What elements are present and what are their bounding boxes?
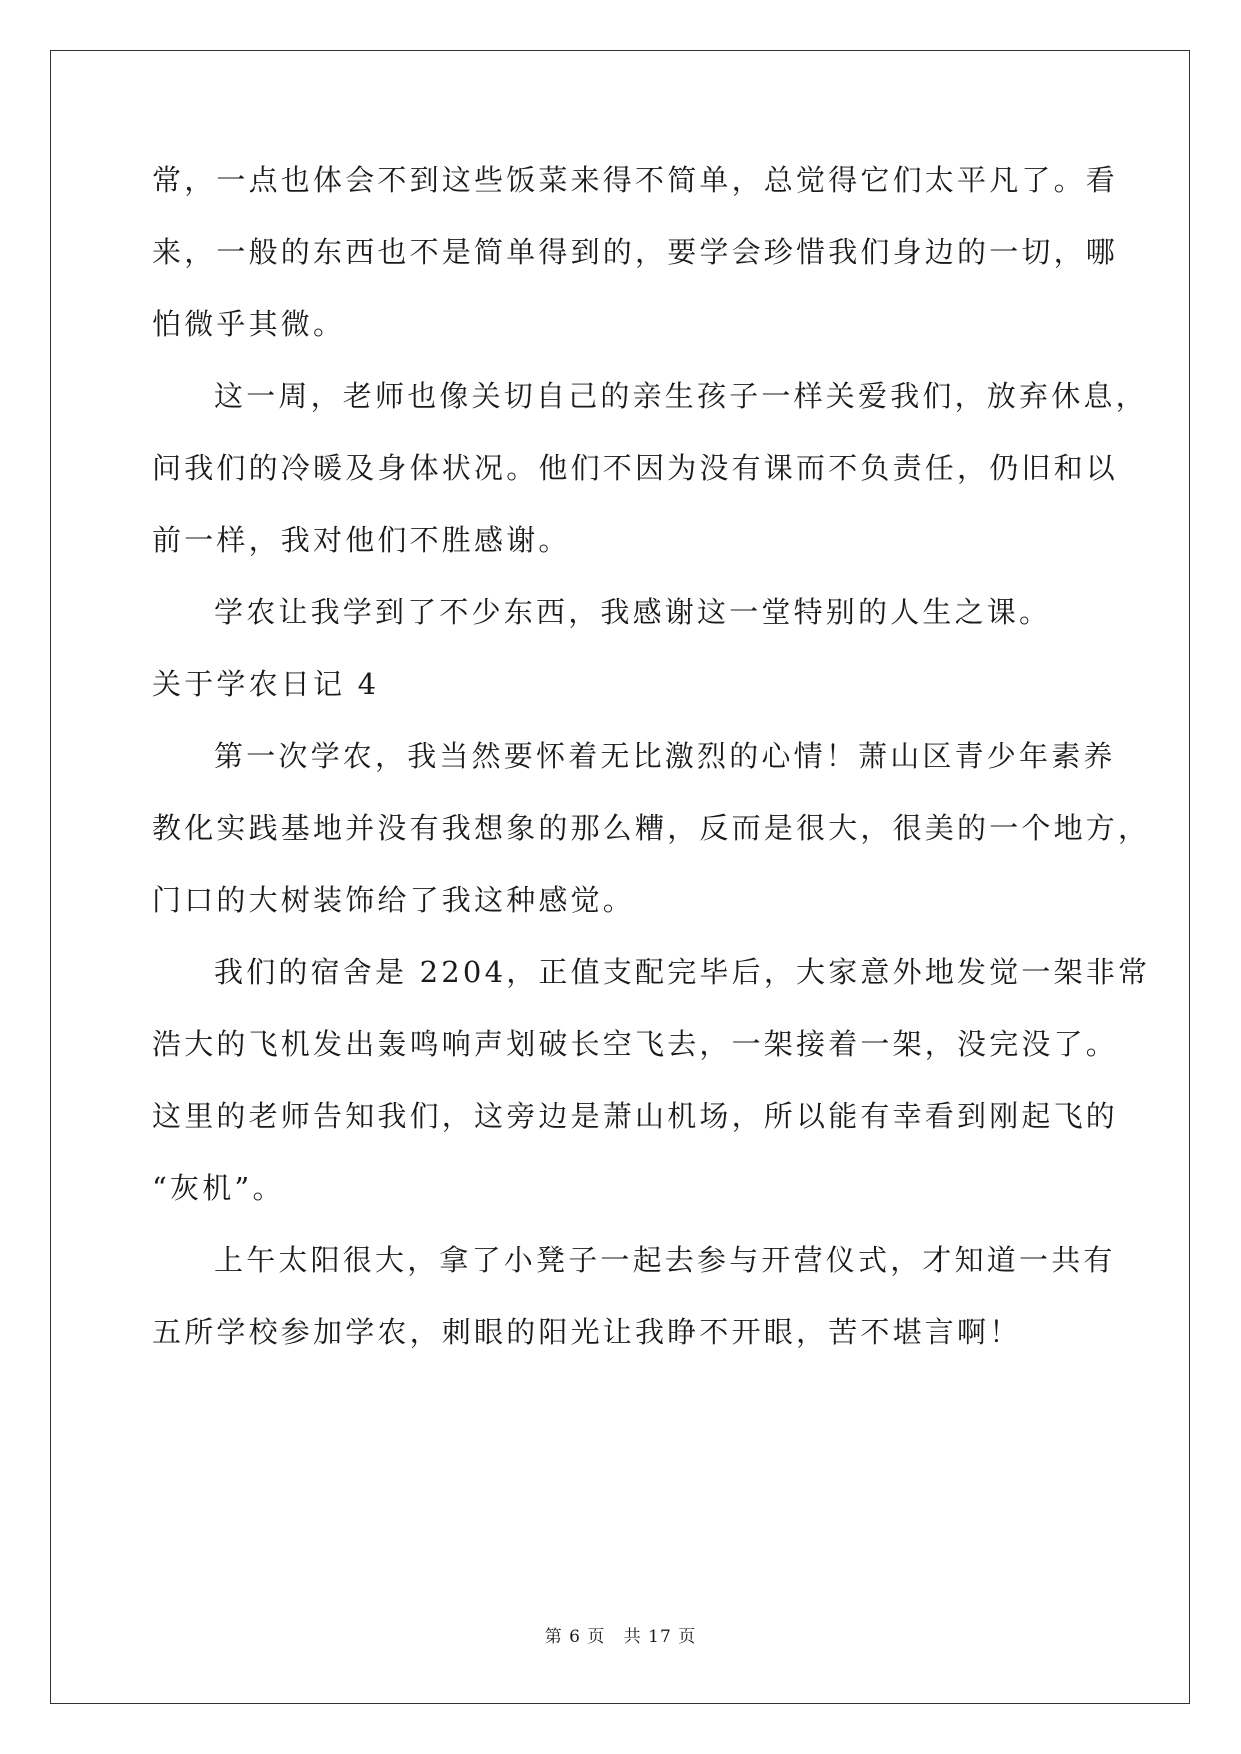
paragraph-5-line-4: “灰机”。 [152,1171,285,1205]
paragraph-5-line-1: 我们的宿舍是 2204，正值支配完毕后，大家意外地发觉一架非常 [214,955,1151,989]
paragraph-1-line-2: 来，一般的东西也不是简单得到的，要学会珍惜我们身边的一切，哪 [152,235,1119,269]
paragraph-4-line-2: 教化实践基地并没有我想象的那么糟，反而是很大，很美的一个地方， [152,811,1151,845]
paragraph-1-line-3: 怕微乎其微。 [152,307,346,341]
paragraph-2-line-1: 这一周，老师也像关切自己的亲生孩子一样关爱我们，放弃休息， [214,379,1148,413]
page-total: 共 17 页 [623,1627,697,1647]
paragraph-2-line-3: 前一样，我对他们不胜感谢。 [152,523,571,557]
paragraph-5-line-2: 浩大的飞机发出轰鸣响声划破长空飞去，一架接着一架，没完没了。 [152,1027,1119,1061]
page-footer [0,1622,1241,1647]
paragraph-6-line-2: 五所学校参加学农，刺眼的阳光让我睁不开眼，苦不堪言啊！ [152,1315,1022,1349]
section-heading: 关于学农日记 4 [152,667,380,701]
page-number: 第 6 页 [544,1627,606,1647]
paragraph-4-line-1: 第一次学农，我当然要怀着无比激烈的心情！萧山区青少年素养 [214,739,1116,773]
paragraph-3-line-1: 学农让我学到了不少东西，我感谢这一堂特别的人生之课。 [214,595,1052,629]
paragraph-4-line-3: 门口的大树装饰给了我这种感觉。 [152,883,636,917]
paragraph-1-line-1: 常，一点也体会不到这些饭菜来得不简单，总觉得它们太平凡了。看 [152,163,1119,197]
paragraph-6-line-1: 上午太阳很大，拿了小凳子一起去参与开营仪式，才知道一共有 [214,1243,1116,1277]
page-border [50,50,1190,1704]
paragraph-5-line-3: 这里的老师告知我们，这旁边是萧山机场，所以能有幸看到刚起飞的 [152,1099,1119,1133]
paragraph-2-line-2: 问我们的冷暖及身体状况。他们不因为没有课而不负责任，仍旧和以 [152,451,1119,485]
